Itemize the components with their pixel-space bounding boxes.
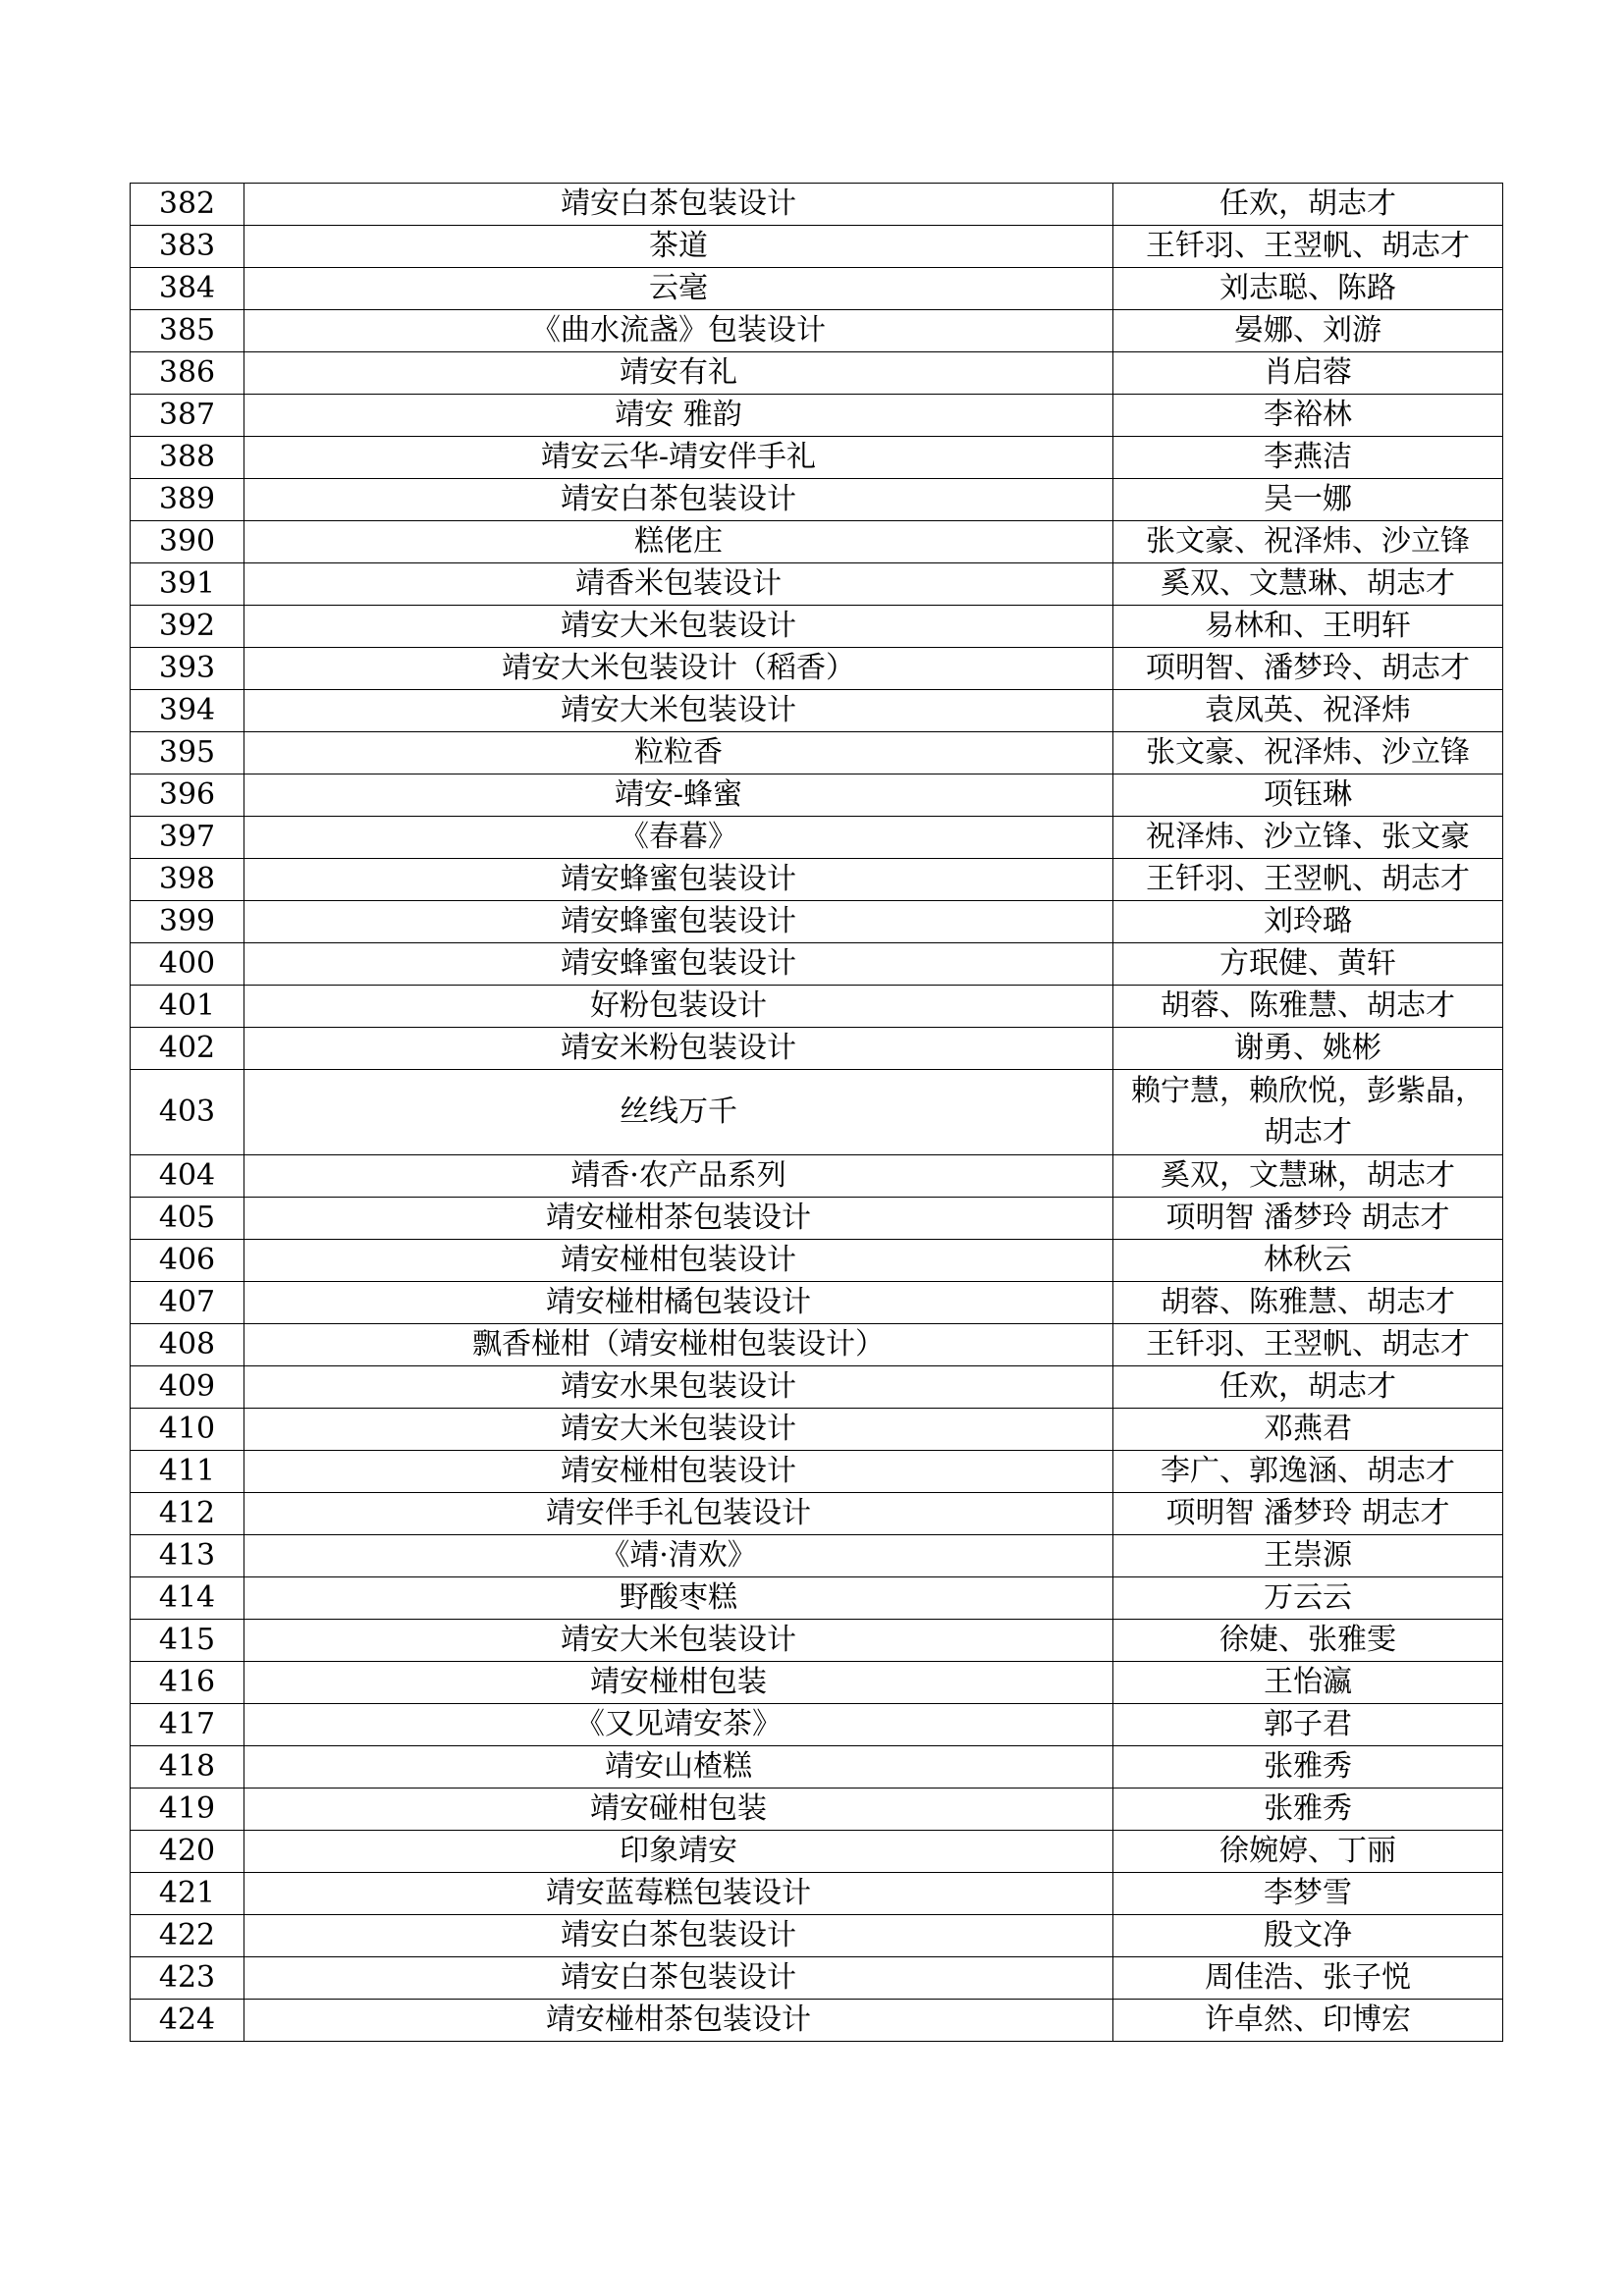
entry-authors-cell: 肖启蓉 xyxy=(1113,352,1503,395)
table-row xyxy=(131,352,1503,395)
table-row xyxy=(131,859,1503,901)
entry-authors-cell: 胡蓉、陈雅慧、胡志才 xyxy=(1113,986,1503,1028)
table-row xyxy=(131,817,1503,859)
entry-authors-cell: 李广、郭逸涵、胡志才 xyxy=(1113,1451,1503,1493)
entry-title-cell: 靖安大米包装设计 xyxy=(244,690,1113,732)
entry-authors-cell: 万云云 xyxy=(1113,1577,1503,1620)
entry-number-cell: 399 xyxy=(131,901,244,943)
entry-authors-cell: 徐婉婷、丁丽 xyxy=(1113,1831,1503,1873)
entry-authors-cell: 林秋云 xyxy=(1113,1240,1503,1282)
entry-title-cell: 靖安蜂蜜包装设计 xyxy=(244,901,1113,943)
entry-number-cell: 423 xyxy=(131,1957,244,2000)
entry-title-cell: 糕佬庄 xyxy=(244,521,1113,563)
entry-number-cell: 394 xyxy=(131,690,244,732)
entry-authors-cell: 祝泽炜、沙立锋、张文豪 xyxy=(1113,817,1503,859)
entry-title-cell: 靖安蜂蜜包装设计 xyxy=(244,859,1113,901)
table-row xyxy=(131,1366,1503,1409)
entry-title-cell: 好粉包装设计 xyxy=(244,986,1113,1028)
table-row xyxy=(131,1155,1503,1198)
entry-authors-cell: 赖宁慧，赖欣悦，彭紫晶，胡志才 xyxy=(1113,1070,1503,1155)
entry-number-cell: 412 xyxy=(131,1493,244,1535)
entry-number-cell: 410 xyxy=(131,1409,244,1451)
table-row xyxy=(131,1198,1503,1240)
table-row xyxy=(131,648,1503,690)
table-row xyxy=(131,1915,1503,1957)
table-row xyxy=(131,1324,1503,1366)
entry-title-cell: 靖安碰柑包装 xyxy=(244,1789,1113,1831)
entry-authors-cell: 项明智 潘梦玲 胡志才 xyxy=(1113,1493,1503,1535)
table-row xyxy=(131,732,1503,774)
entry-number-cell: 417 xyxy=(131,1704,244,1746)
table-row xyxy=(131,943,1503,986)
table-row xyxy=(131,2000,1503,2042)
entry-authors-cell: 刘志聪、陈路 xyxy=(1113,268,1503,310)
entry-authors-cell: 邓燕君 xyxy=(1113,1409,1503,1451)
entry-number-cell: 415 xyxy=(131,1620,244,1662)
entry-number-cell: 407 xyxy=(131,1282,244,1324)
entry-number-cell: 402 xyxy=(131,1028,244,1070)
table-row xyxy=(131,1028,1503,1070)
entry-title-cell: 靖安-蜂蜜 xyxy=(244,774,1113,817)
entry-number-cell: 387 xyxy=(131,395,244,437)
entry-authors-cell: 谢勇、姚彬 xyxy=(1113,1028,1503,1070)
entry-authors-cell: 周佳浩、张子悦 xyxy=(1113,1957,1503,2000)
entry-number-cell: 386 xyxy=(131,352,244,395)
table-row xyxy=(131,521,1503,563)
entry-title-cell: 靖安白茶包装设计 xyxy=(244,1915,1113,1957)
entry-number-cell: 397 xyxy=(131,817,244,859)
entry-title-cell: 靖安有礼 xyxy=(244,352,1113,395)
entry-authors-cell: 徐婕、张雅雯 xyxy=(1113,1620,1503,1662)
table-row xyxy=(131,1789,1503,1831)
entry-authors-cell: 王钎羽、王翌帆、胡志才 xyxy=(1113,1324,1503,1366)
entry-authors-cell: 王钎羽、王翌帆、胡志才 xyxy=(1113,226,1503,268)
entry-title-cell: 丝线万千 xyxy=(244,1070,1113,1155)
entry-number-cell: 421 xyxy=(131,1873,244,1915)
entry-number-cell: 383 xyxy=(131,226,244,268)
entry-authors-cell: 奚双，文慧琳，胡志才 xyxy=(1113,1155,1503,1198)
table-row xyxy=(131,1746,1503,1789)
entry-title-cell: 粒粒香 xyxy=(244,732,1113,774)
entry-title-cell: 靖安椪柑包装设计 xyxy=(244,1451,1113,1493)
table-row xyxy=(131,1070,1503,1155)
entry-authors-cell: 任欢，胡志才 xyxy=(1113,1366,1503,1409)
table-row xyxy=(131,310,1503,352)
entry-number-cell: 424 xyxy=(131,2000,244,2042)
entry-number-cell: 393 xyxy=(131,648,244,690)
table-row xyxy=(131,1704,1503,1746)
entry-title-cell: 靖安大米包装设计 xyxy=(244,606,1113,648)
entry-title-cell: 《春暮》 xyxy=(244,817,1113,859)
entry-number-cell: 385 xyxy=(131,310,244,352)
entry-title-cell: 茶道 xyxy=(244,226,1113,268)
entry-authors-cell: 袁凤英、祝泽炜 xyxy=(1113,690,1503,732)
table-row xyxy=(131,1831,1503,1873)
entry-title-cell: 印象靖安 xyxy=(244,1831,1113,1873)
entry-title-cell: 靖安大米包装设计 xyxy=(244,1409,1113,1451)
entry-authors-cell: 王钎羽、王翌帆、胡志才 xyxy=(1113,859,1503,901)
table-row xyxy=(131,184,1503,226)
entry-title-cell: 靖安伴手礼包装设计 xyxy=(244,1493,1113,1535)
entry-authors-cell: 晏娜、刘游 xyxy=(1113,310,1503,352)
entry-authors-cell: 殷文净 xyxy=(1113,1915,1503,1957)
entry-number-cell: 419 xyxy=(131,1789,244,1831)
table-row xyxy=(131,437,1503,479)
entry-authors-cell: 王怡瀛 xyxy=(1113,1662,1503,1704)
table-row xyxy=(131,1240,1503,1282)
entry-title-cell: 靖安蜂蜜包装设计 xyxy=(244,943,1113,986)
table-row xyxy=(131,226,1503,268)
entry-authors-cell: 吴一娜 xyxy=(1113,479,1503,521)
entry-number-cell: 392 xyxy=(131,606,244,648)
entry-title-cell: 靖安白茶包装设计 xyxy=(244,184,1113,226)
table-row xyxy=(131,1451,1503,1493)
entry-authors-cell: 刘玲璐 xyxy=(1113,901,1503,943)
table-row xyxy=(131,690,1503,732)
entry-number-cell: 391 xyxy=(131,563,244,606)
entry-title-cell: 飘香椪柑（靖安椪柑包装设计） xyxy=(244,1324,1113,1366)
entry-number-cell: 388 xyxy=(131,437,244,479)
entry-title-cell: 野酸枣糕 xyxy=(244,1577,1113,1620)
entry-title-cell: 靖香米包装设计 xyxy=(244,563,1113,606)
entry-number-cell: 418 xyxy=(131,1746,244,1789)
entry-authors-cell: 方珉健、黄轩 xyxy=(1113,943,1503,986)
entry-authors-cell: 李裕林 xyxy=(1113,395,1503,437)
entry-number-cell: 408 xyxy=(131,1324,244,1366)
entry-authors-cell: 张文豪、祝泽炜、沙立锋 xyxy=(1113,732,1503,774)
entry-number-cell: 382 xyxy=(131,184,244,226)
table-row xyxy=(131,1873,1503,1915)
entry-number-cell: 405 xyxy=(131,1198,244,1240)
entry-number-cell: 414 xyxy=(131,1577,244,1620)
entry-title-cell: 靖安椪柑橘包装设计 xyxy=(244,1282,1113,1324)
entry-authors-cell: 任欢，胡志才 xyxy=(1113,184,1503,226)
table-row xyxy=(131,1409,1503,1451)
entry-title-cell: 靖安 雅韵 xyxy=(244,395,1113,437)
entry-authors-cell: 胡蓉、陈雅慧、胡志才 xyxy=(1113,1282,1503,1324)
entry-number-cell: 403 xyxy=(131,1070,244,1155)
entry-authors-cell: 易林和、王明轩 xyxy=(1113,606,1503,648)
entry-number-cell: 401 xyxy=(131,986,244,1028)
table-row xyxy=(131,1577,1503,1620)
table-row xyxy=(131,563,1503,606)
entry-title-cell: 靖安椪柑包装 xyxy=(244,1662,1113,1704)
table-row xyxy=(131,395,1503,437)
entry-number-cell: 422 xyxy=(131,1915,244,1957)
entry-number-cell: 390 xyxy=(131,521,244,563)
table-row xyxy=(131,1620,1503,1662)
entry-authors-cell: 奚双、文慧琳、胡志才 xyxy=(1113,563,1503,606)
entry-number-cell: 404 xyxy=(131,1155,244,1198)
entry-authors-cell: 张雅秀 xyxy=(1113,1789,1503,1831)
entry-authors-cell: 项明智、潘梦玲、胡志才 xyxy=(1113,648,1503,690)
table-row xyxy=(131,1535,1503,1577)
entry-number-cell: 398 xyxy=(131,859,244,901)
entry-title-cell: 靖安蓝莓糕包装设计 xyxy=(244,1873,1113,1915)
table-row xyxy=(131,479,1503,521)
entry-title-cell: 《又见靖安茶》 xyxy=(244,1704,1113,1746)
entry-authors-cell: 许卓然、印博宏 xyxy=(1113,2000,1503,2042)
entry-title-cell: 靖香·农产品系列 xyxy=(244,1155,1113,1198)
entry-number-cell: 389 xyxy=(131,479,244,521)
entry-title-cell: 靖安椪柑包装设计 xyxy=(244,1240,1113,1282)
table-row xyxy=(131,774,1503,817)
entry-authors-cell: 项钰琳 xyxy=(1113,774,1503,817)
entry-title-cell: 靖安白茶包装设计 xyxy=(244,1957,1113,2000)
table-row xyxy=(131,1282,1503,1324)
entry-authors-cell: 张雅秀 xyxy=(1113,1746,1503,1789)
entry-title-cell: 靖安云华-靖安伴手礼 xyxy=(244,437,1113,479)
entry-title-cell: 靖安大米包装设计（稻香） xyxy=(244,648,1113,690)
entry-authors-cell: 项明智 潘梦玲 胡志才 xyxy=(1113,1198,1503,1240)
entry-authors-cell: 张文豪、祝泽炜、沙立锋 xyxy=(1113,521,1503,563)
entry-title-cell: 靖安大米包装设计 xyxy=(244,1620,1113,1662)
table-row xyxy=(131,901,1503,943)
entry-number-cell: 411 xyxy=(131,1451,244,1493)
entry-number-cell: 395 xyxy=(131,732,244,774)
entry-title-cell: 靖安椪柑茶包装设计 xyxy=(244,1198,1113,1240)
table-row xyxy=(131,1493,1503,1535)
entry-number-cell: 416 xyxy=(131,1662,244,1704)
entry-number-cell: 413 xyxy=(131,1535,244,1577)
entry-authors-cell: 李梦雪 xyxy=(1113,1873,1503,1915)
entries-table xyxy=(130,183,1503,2042)
entry-number-cell: 420 xyxy=(131,1831,244,1873)
table-row xyxy=(131,1957,1503,2000)
entry-number-cell: 384 xyxy=(131,268,244,310)
entry-number-cell: 396 xyxy=(131,774,244,817)
table-row xyxy=(131,606,1503,648)
table-row xyxy=(131,1662,1503,1704)
entry-number-cell: 406 xyxy=(131,1240,244,1282)
entry-title-cell: 云毫 xyxy=(244,268,1113,310)
entry-number-cell: 409 xyxy=(131,1366,244,1409)
entry-title-cell: 《靖·清欢》 xyxy=(244,1535,1113,1577)
entry-authors-cell: 郭子君 xyxy=(1113,1704,1503,1746)
entry-title-cell: 《曲水流盏》包装设计 xyxy=(244,310,1113,352)
entry-title-cell: 靖安米粉包装设计 xyxy=(244,1028,1113,1070)
entry-title-cell: 靖安水果包装设计 xyxy=(244,1366,1113,1409)
entry-authors-cell: 王崇源 xyxy=(1113,1535,1503,1577)
entries-table-body xyxy=(131,184,1503,2042)
entry-title-cell: 靖安椪柑茶包装设计 xyxy=(244,2000,1113,2042)
entry-title-cell: 靖安山楂糕 xyxy=(244,1746,1113,1789)
entry-number-cell: 400 xyxy=(131,943,244,986)
entry-authors-cell: 李燕洁 xyxy=(1113,437,1503,479)
table-row xyxy=(131,268,1503,310)
table-row xyxy=(131,986,1503,1028)
entry-title-cell: 靖安白茶包装设计 xyxy=(244,479,1113,521)
